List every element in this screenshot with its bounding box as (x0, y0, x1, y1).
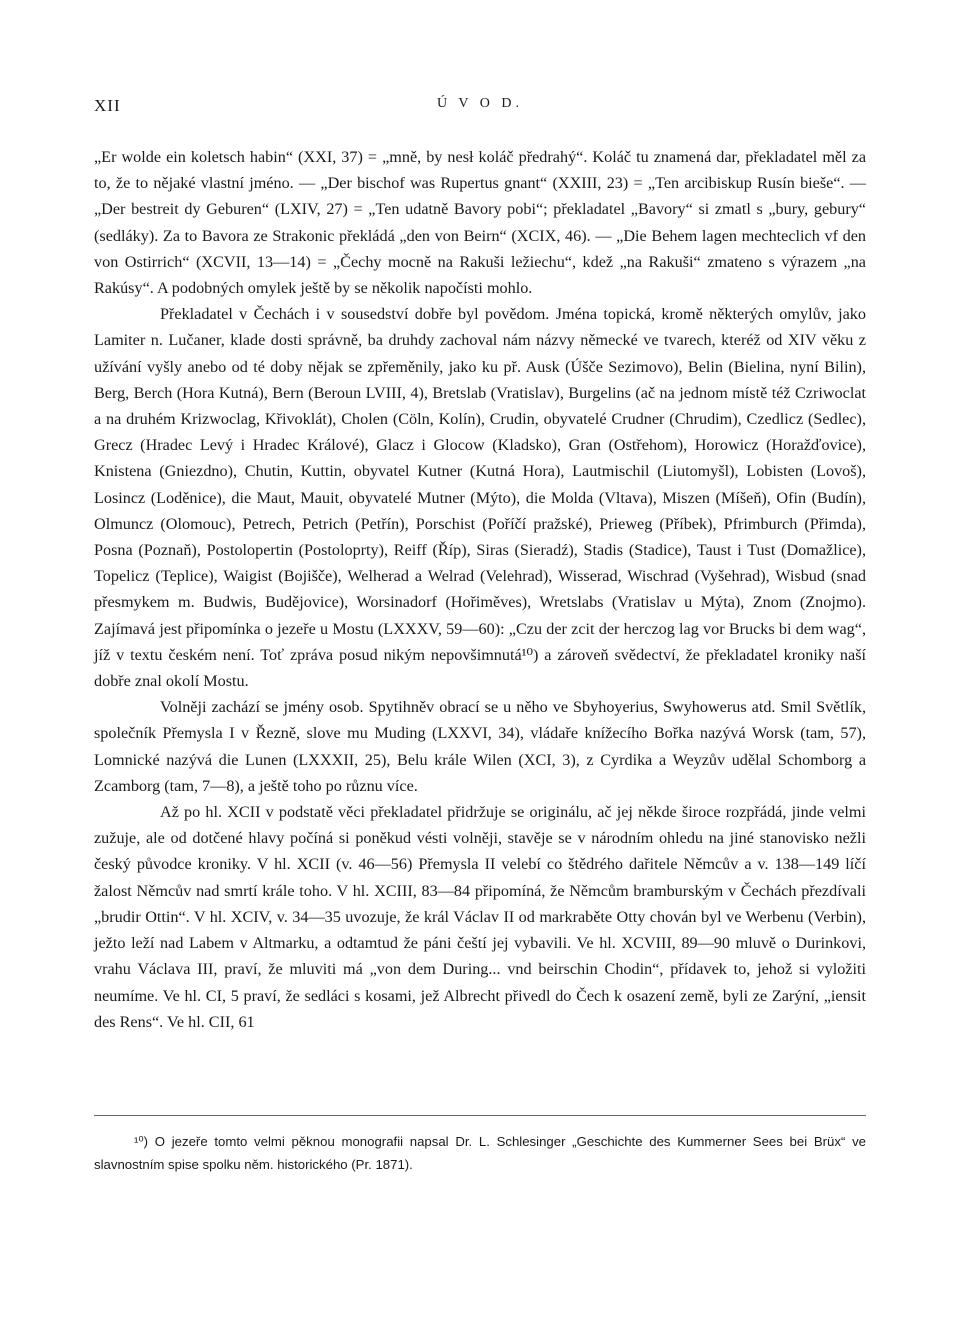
paragraph: Volněji zachází se jmény osob. Spytihněv obrací se u něho ve Sbyhoyerius, Swyhowerus atd. Smil Světlík, společník Přemysla I v Řezně, slove mu Muding (LXXVI, 34), vládaře knížecího Bořka nazývá Worsk (tam, 57), Lomnické nazývá die Lunen (LXXXII, 25), Belu krále Wilen (XCI, 3), z Cyrdika a Weyzův udělal Schomborg a Zcamborg (tam, 7—8), a ještě toho po různu více. (94, 698, 866, 795)
paragraph: Až po hl. XCII v podstatě věci překladatel přidržuje se originálu, ač jej někde široce rozpřádá, jinde velmi zužuje, ale od dotčené hlavy počíná si poněkud vésti volněji, stavěje se v národním ohledu na jiné stanovisko nežli český původce kroniky. V hl. XCII (v. 46—56) Přemysla II velebí co štědrého dařitele Němcův a v. 138—149 líčí žalost Němcův nad smrtí krále toho. V hl. XCIII, 83—84 připomíná, že Němcům bramburským v Čechách přezdívali „brudir Ottin“. V hl. XCIV, v. 34—35 uvozuje, že král Václav II od markraběte Otty chován byl ve Werbenu (Verbin), ježto leží nad Labem v Altmarku, a odtamtud že páni čeští jej vybavili. Ve hl. XCVIII, 89—90 mluvě o Durinkovi, vrahu Václava III, praví, že mluviti má „von dem During... vnd beirschin Chodin“, přídavek to, jehož si vyložiti neumíme. Ve hl. CI, 5 praví, že sedláci s kosami, jež Albrecht přivedl do Čech k osazení země, byli ze Zarýní, „iensit des Rens“. Ve hl. CII, 61 (94, 803, 866, 1031)
footnote-divider (94, 1115, 866, 1116)
paragraph: „Er wolde ein koletsch habin“ (XXI, 37) = „mně, by nesł koláč předrahý“. Koláč tu znamená dar, překladatel měl za to, že to nějaké vlastní jméno. — „Der bischof was Rupertus gnant“ (XXIII, 23) = „Ten arcibiskup Rusín bieše“. — „Der bestreit dy Geburen“ (LXIV, 27) = „Ten udatně Bavory pobi“; překladatel „Bavory“ si zmatl s „bury, gebury“ (sedláky). Za to Bavora ze Strakonic překládá „den von Beirn“ (XCIX, 46). — „Die Behem lagen mechteclich vf den von Ostirrich“ (XCVII, 13—14) = „Čechy mocně na Rakuši ležiechu“, kdež „na Rakuši“ zmateno s výrazem „na Rakúsy“. A podobných omylek ještě by se několik napočísti mohlo. (94, 148, 866, 298)
paragraph: Překladatel v Čechách i v sousedství dobře byl povědom. Jména topická, kromě některých omylův, jako Lamiter n. Lučaner, klade dosti správně, ba druhdy zachoval nám názvy německé ve tvarech, kteréž od XIV věku z užívání vyšly anebo od té doby nějak se zpřeměnily, jako ku př. Ausk (Úšče Sezimovo), Belin (Bielina, nyní Bilin), Berg, Berch (Hora Kutná), Bern (Beroun LVIII, 4), Bretslab (Vratislav), Burgelins (ač na jednom místě též Czriwoclat a na druhém Krizwoclag, Křivoklát), Cholen (Cöln, Kolín), Crudin, obyvatelé Crudner (Chrudim), Czedlicz (Sedlec), Grecz (Hradec Levý i Hradec Králové), Glacz i Glocow (Kladsko), Gran (Ostřehom), Horowicz (Horažďovice), Knistena (Gniezdno), Chutin, Kuttin, obyvatel Kutner (Kutná Hora), Lautmischil (Liutomyšl), Lobisten (Lovoš), Losincz (Loděnice), die Maut, Mauit, obyvatelé Mutner (Mýto), die Molda (Vltava), Miszen (Míšeň), Ofin (Budín), Olmuncz (Olomouc), Petrech, Petrich (Petřín), Porschist (Poříčí pražské), Prieweg (Příbek), Pfrimburch (Přimda), Posna (Poznaň), Postolopertin (Postoloprty), Reiff (Říp), Siras (Sieradź), Stadis (Stadice), Taust i Tust (Domažlice), Topelicz (Teplice), Waigist (Bojišče), Welherad a Welrad (Velehrad), Wisserad, Wischrad (Vyšehrad), Wisbud (snad přesmykem m. Budwis, Budějovice), Worsinadorf (Hořiměves), Wretslabs (Vratislav u Mýta), Znom (Znojmo). Zajímavá jest připomínka o jezeře u Mostu (LXXXV, 59—60): „Czu der zcit der herczog lag vor Brucks bi dem wag“, jíž v textu českém není. Toť zpráva posud nikým nepovšimnutá¹⁰) a zároveň svědectví, že překladatel kroniky naší dobře znal okolí Mostu. (94, 305, 866, 691)
running-head: Ú V O D. (437, 96, 523, 111)
body-text (94, 144, 866, 1035)
footnote: ¹⁰) O jezeře tomto velmi pěknou monografii napsal Dr. L. Schlesinger „Geschichte des Kummerner Sees bei Brüx“ ve slavnostním spise spolku něm. historického (Pr. 1871). (94, 1134, 866, 1172)
page-number: XII (94, 96, 121, 115)
page-header (94, 96, 866, 120)
